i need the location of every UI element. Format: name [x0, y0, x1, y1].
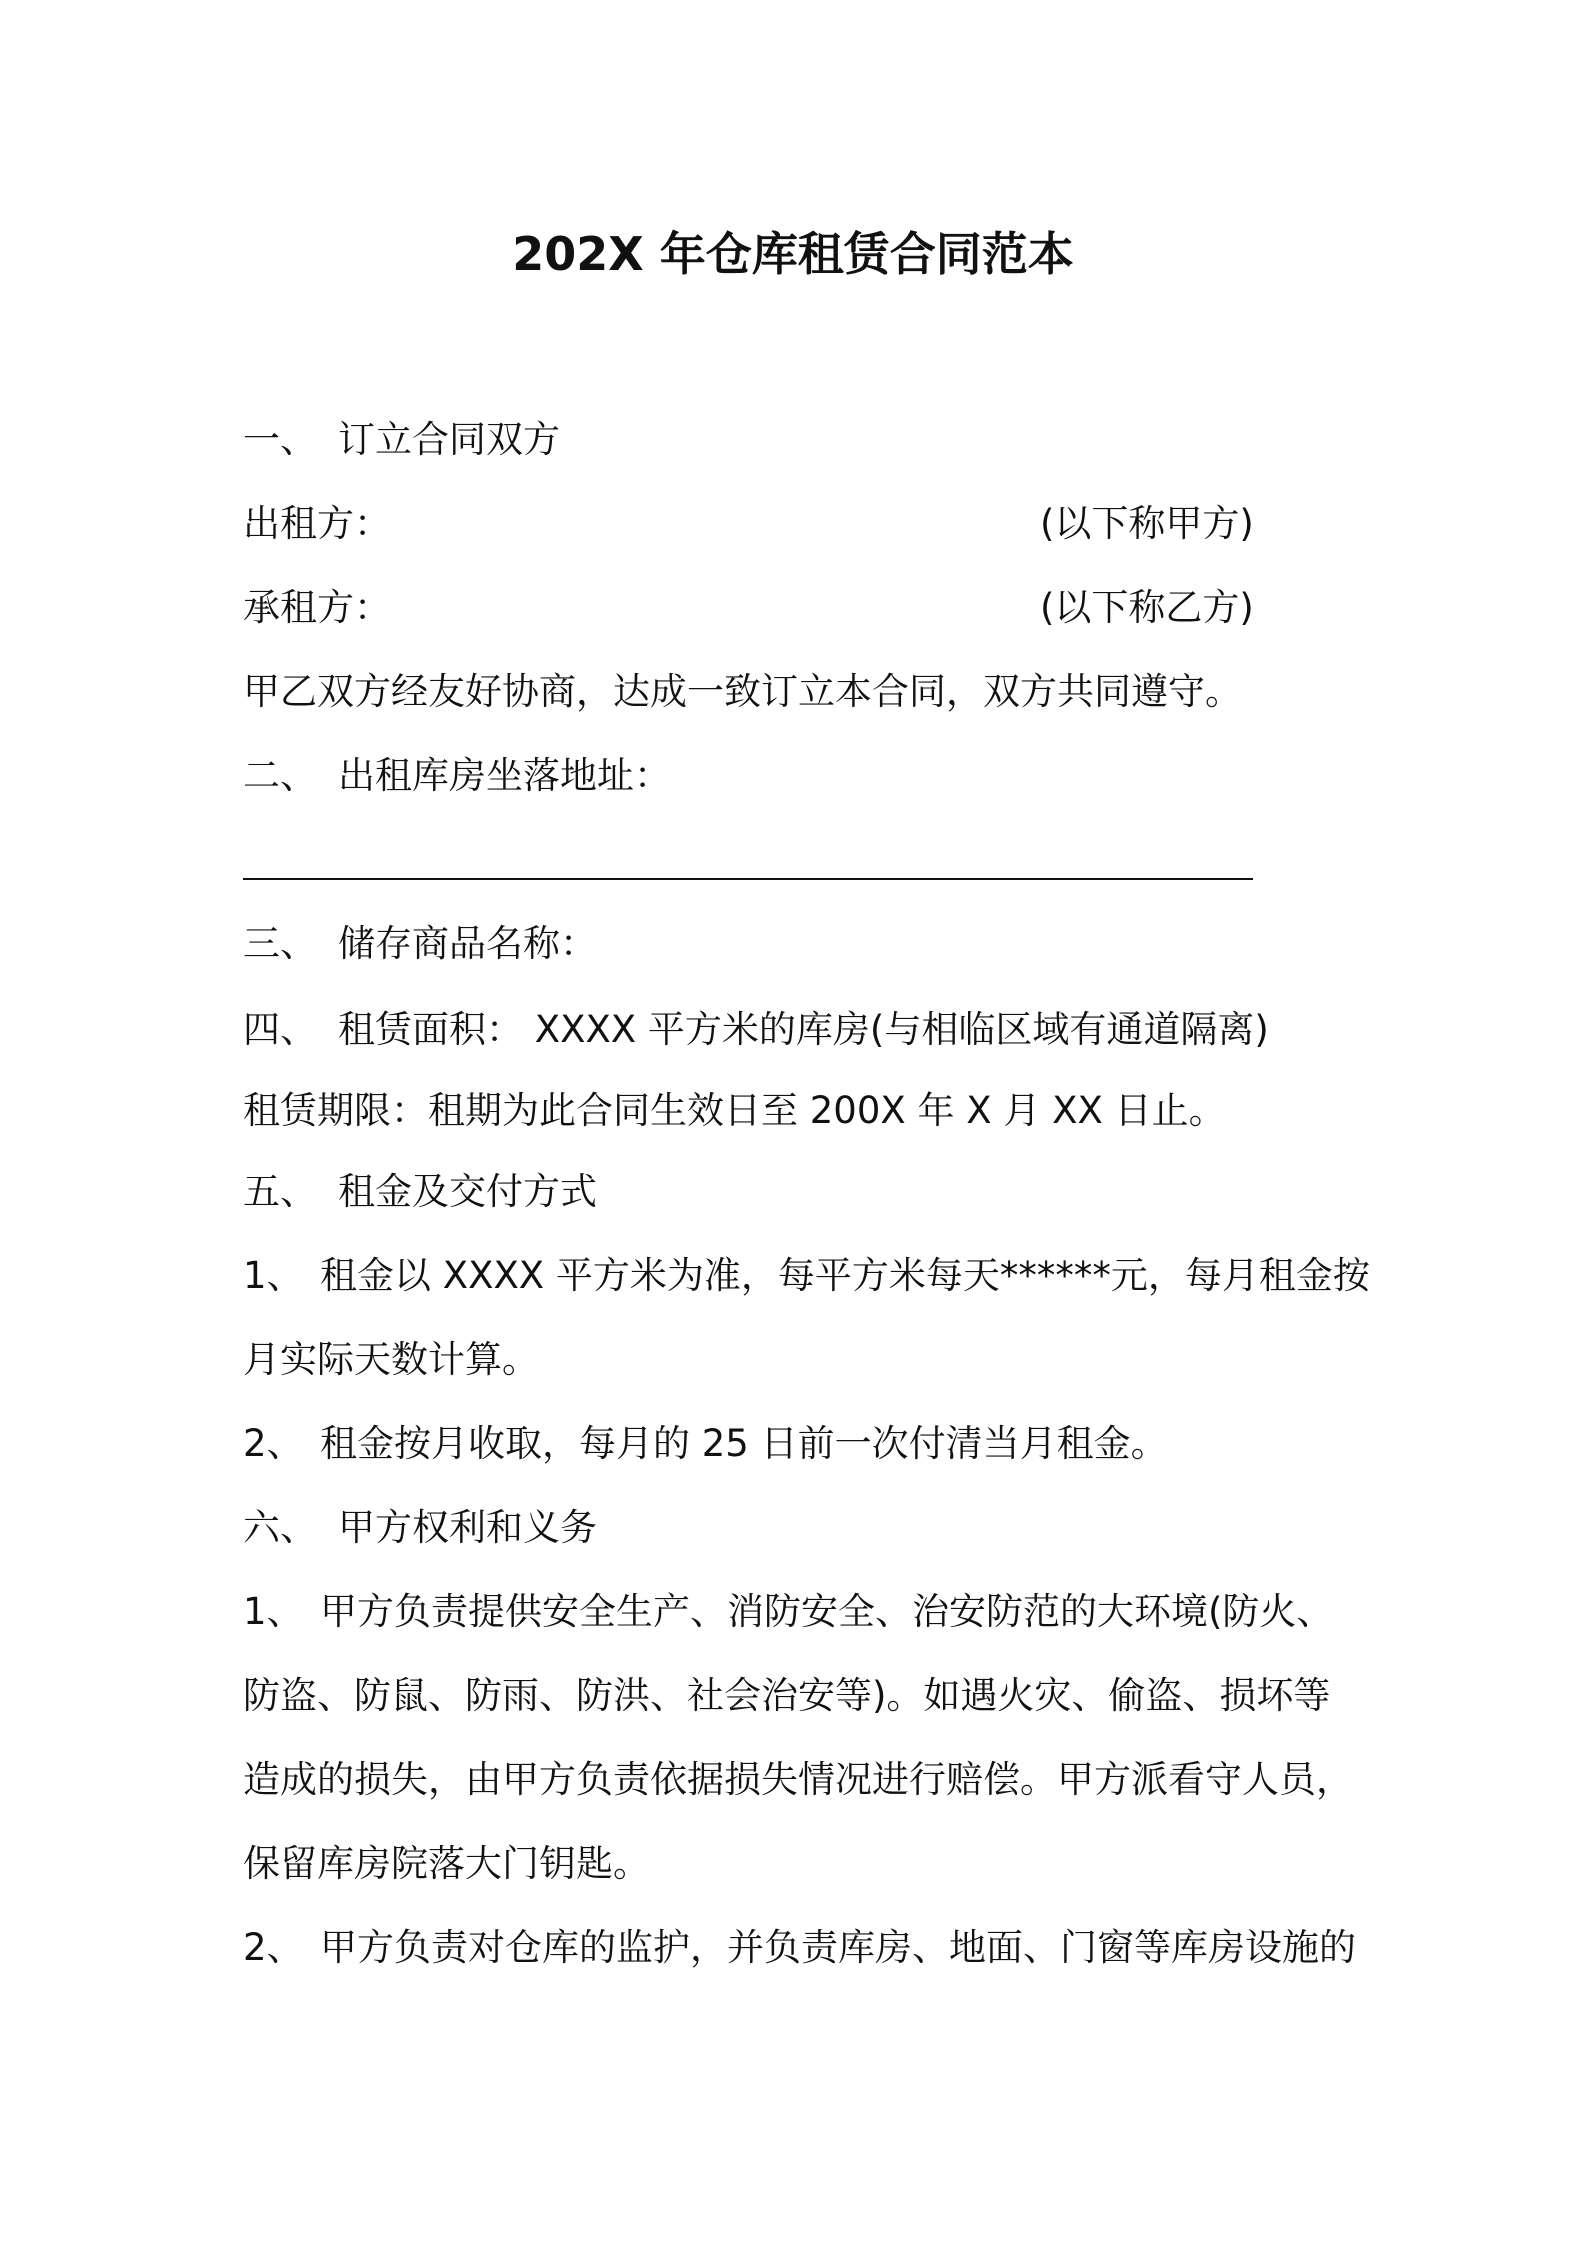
clause-6-1-line-1: [243, 1586, 1333, 1638]
section-title: 订立合同双方: [338, 418, 560, 461]
lease-term: 租赁期限：租期为此合同生效日至 200X 年 X 月 XX 日止。: [243, 1089, 1226, 1132]
clause-number: 1、: [243, 1254, 304, 1297]
section-3-heading: [243, 918, 597, 970]
section-2-heading: [243, 750, 671, 802]
lessor-label: 出租方：: [243, 502, 391, 545]
clause-text: 租金以 XXXX 平方米为准，每平方米每天******元，每月租金按: [320, 1254, 1370, 1297]
document-title: 202X 年仓库租赁合同范本: [512, 227, 1074, 281]
clause-5-2: [243, 1418, 1168, 1470]
lessee-tag: (以下称乙方): [1040, 586, 1254, 629]
clause-number: 1、: [243, 1590, 304, 1633]
section-title: 租赁面积： XXXX 平方米的库房(与相临区域有通道隔离): [338, 1008, 1269, 1051]
clause-number: 2、: [243, 1422, 304, 1465]
section-number: 六、: [243, 1506, 317, 1549]
section-4-heading: [243, 1004, 1269, 1056]
clause-6-1-line-4: 保留库房院落大门钥匙。: [243, 1842, 650, 1885]
lessee-label: 承租方：: [243, 586, 391, 629]
section-title: 租金及交付方式: [338, 1170, 597, 1213]
section-number: 二、: [243, 754, 317, 797]
clause-number: 2、: [243, 1926, 304, 1969]
address-blank-line: [243, 878, 1253, 880]
section-1-heading: [243, 414, 560, 466]
section-number: 一、: [243, 418, 317, 461]
clause-5-1-line-1: [243, 1250, 1370, 1302]
clause-5-1-line-2: 月实际天数计算。: [243, 1338, 539, 1381]
section-6-heading: [243, 1502, 597, 1554]
clause-6-1-line-3: 造成的损失，由甲方负责依据损失情况进行赔偿。甲方派看守人员，: [243, 1758, 1353, 1801]
section-number: 四、: [243, 1008, 317, 1051]
clause-6-2: [243, 1922, 1356, 1974]
section-title: 储存商品名称：: [338, 922, 597, 965]
section-title: 出租库房坐落地址：: [338, 754, 671, 797]
section-title: 甲方权利和义务: [338, 1506, 597, 1549]
section-number: 三、: [243, 922, 317, 965]
clause-text: 租金按月收取，每月的 25 日前一次付清当月租金。: [320, 1422, 1168, 1465]
section-5-heading: [243, 1166, 597, 1218]
section-number: 五、: [243, 1170, 317, 1213]
lessor-tag: (以下称甲方): [1040, 502, 1254, 545]
clause-text: 甲方负责对仓库的监护，并负责库房、地面、门窗等库房设施的: [320, 1926, 1356, 1969]
agreement-paragraph: 甲乙双方经友好协商，达成一致订立本合同，双方共同遵守。: [243, 670, 1242, 713]
clause-text: 甲方负责提供安全生产、消防安全、治安防范的大环境(防火、: [320, 1590, 1334, 1633]
clause-6-1-line-2: 防盗、防鼠、防雨、防洪、社会治安等)。如遇火灾、偷盗、损坏等: [243, 1674, 1331, 1717]
